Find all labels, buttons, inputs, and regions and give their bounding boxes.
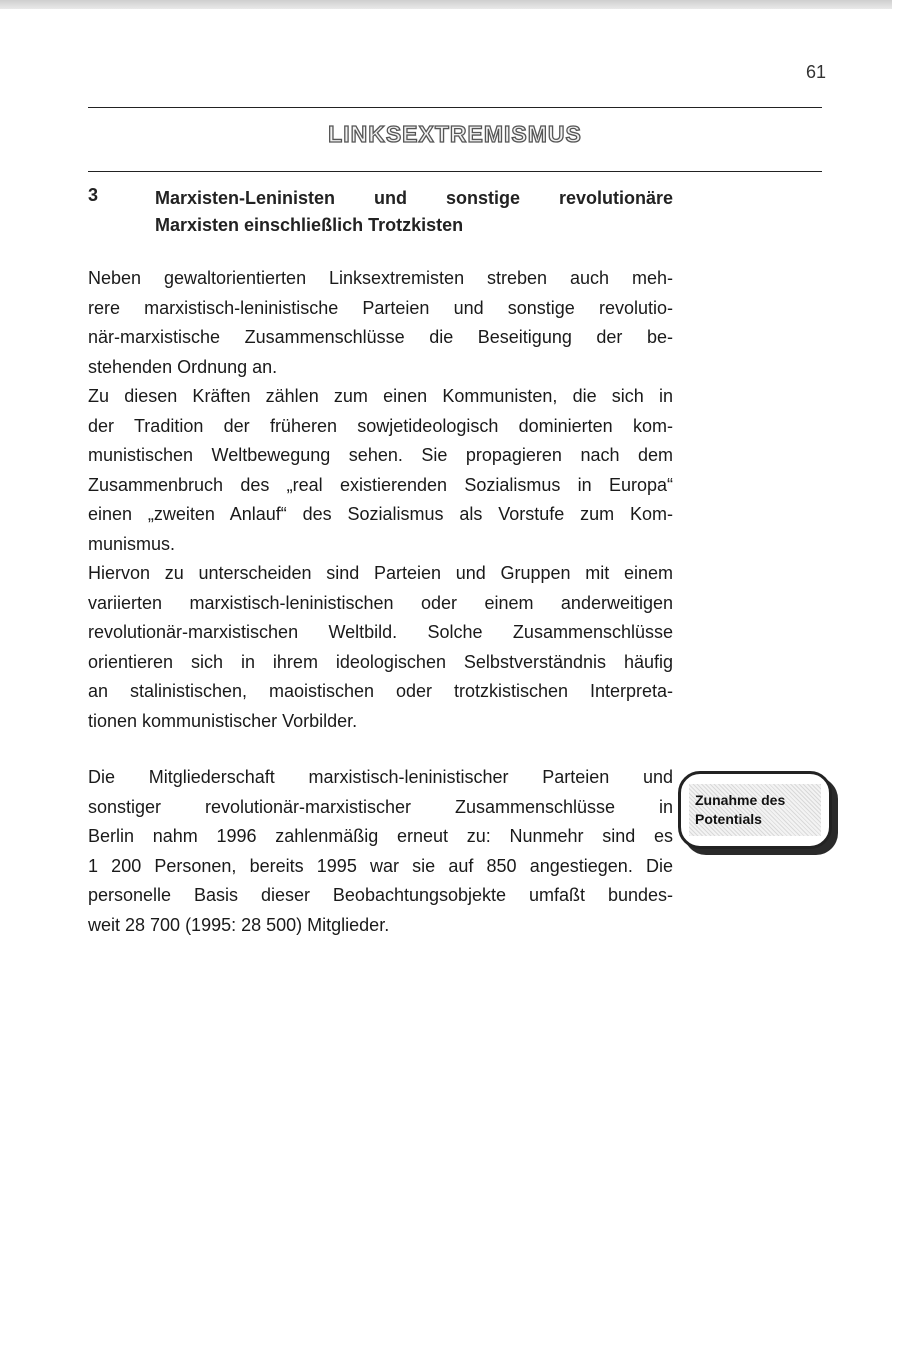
- text-line: orientieren sich in ihrem ideologischen Selbstverständnis häufig: [88, 651, 673, 672]
- text-line: 1 200 Personen, bereits 1995 war sie auf 850 angestiegen. Die: [88, 855, 673, 876]
- section-title: [155, 185, 673, 239]
- text-line: Zu diesen Kräften zählen zum einen Kommunisten, die sich in: [88, 386, 673, 406]
- text-line: variierten marxistisch-leninistischen oder einem anderweitigen: [88, 592, 673, 613]
- header-rule-bottom: [88, 171, 822, 172]
- margin-note-text: [695, 791, 785, 829]
- margin-note-line: Potentials: [695, 811, 762, 827]
- text-line: Berlin nahm 1996 zahlenmäßig erneut zu: Nunmehr sind es: [88, 826, 673, 847]
- section-number: 3: [88, 185, 99, 205]
- paragraph: [88, 382, 673, 560]
- text-line: Die Mitgliederschaft marxistisch-leninistischer Parteien und: [88, 767, 673, 787]
- text-line: weit 28 700 (1995: 28 500) Mitglieder.: [88, 914, 390, 935]
- paragraph: [88, 763, 673, 941]
- section-title-line: Marxisten-Leninisten und sonstige revolutionäre: [155, 188, 673, 208]
- paragraph: [88, 559, 673, 737]
- text-line: rere marxistisch-leninistische Parteien und sonstige revolutio-: [88, 297, 673, 318]
- margin-note-line: Zunahme des: [695, 792, 786, 808]
- text-line: Neben gewaltorientierten Linksextremisten streben auch meh-: [88, 268, 673, 288]
- running-head: LINKSEXTREMISMUS: [328, 121, 582, 147]
- header-rule-top: [88, 107, 822, 108]
- text-line: sonstiger revolutionär-marxistischer Zusammenschlüsse in: [88, 796, 673, 817]
- text-line: Hiervon zu unterscheiden sind Parteien und Gruppen mit einem: [88, 563, 673, 583]
- text-line: munismus.: [88, 533, 176, 554]
- text-line: munistischen Weltbewegung sehen. Sie propagieren nach dem: [88, 445, 673, 466]
- text-line: Zusammenbruch des „real existierenden Sozialismus in Europa“: [88, 474, 673, 495]
- text-line: revolutionär-marxistischen Weltbild. Solche Zusammenschlüsse: [88, 622, 673, 643]
- section-title-line: Marxisten einschließlich Trotzkisten: [155, 215, 464, 235]
- paragraph: [88, 264, 673, 382]
- text-line: an stalinistischen, maoistischen oder trotzkistischen Interpreta-: [88, 681, 673, 702]
- text-line: när-marxistische Zusammenschlüsse die Beseitigung der be-: [88, 327, 673, 348]
- text-line: personelle Basis dieser Beobachtungsobjekte umfaßt bundes-: [88, 885, 673, 906]
- margin-note-box: [678, 771, 832, 849]
- page-number: 61: [806, 62, 827, 82]
- text-line: stehenden Ordnung an.: [88, 356, 278, 377]
- text-line: der Tradition der früheren sowjetideologisch dominierten kom-: [88, 415, 673, 436]
- text-line: einen „zweiten Anlauf“ des Sozialismus als Vorstufe zum Kom-: [88, 504, 673, 525]
- scan-edge: [0, 0, 892, 9]
- text-line: tionen kommunistischer Vorbilder.: [88, 710, 358, 731]
